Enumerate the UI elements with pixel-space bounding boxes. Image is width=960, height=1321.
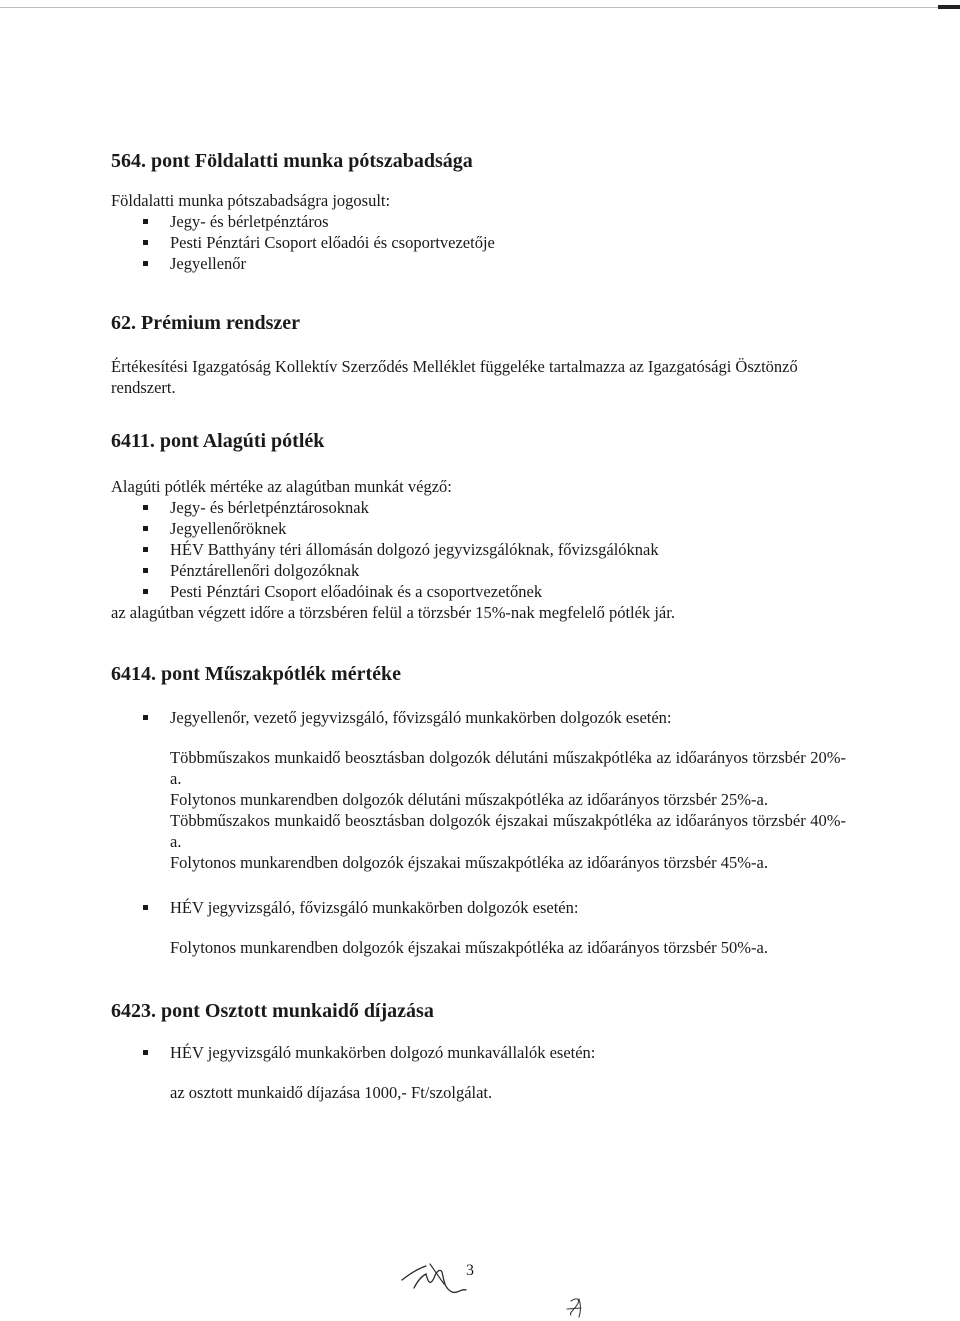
section-intro-564: Földalatti munka pótszabadságra jogosult:	[111, 191, 391, 210]
section-title-6411: 6411. pont Alagúti pótlék	[111, 430, 325, 452]
list-6411	[111, 497, 846, 602]
rate-line: Többműszakos munkaidő beosztásban dolgozók délutáni műszakpótléka az időarányos törzsbér 20%-a.	[170, 748, 846, 788]
list-item: HÉV Batthyány téri állomásán dolgozó jegyvizsgálóknak, fővizsgálóknak	[111, 539, 846, 560]
list-item: Jegy- és bérletpénztárosoknak	[111, 497, 846, 518]
handwritten-initial	[565, 1293, 595, 1318]
list-564	[111, 211, 846, 274]
rate-line: Folytonos munkarendben dolgozók éjszakai műszakpótléka az időarányos törzsbér 45%-a.	[170, 853, 768, 872]
rate-line: az osztott munkaidő díjazása 1000,- Ft/szolgálat.	[170, 1083, 493, 1102]
rate-line: Többműszakos munkaidő beosztásban dolgozók éjszakai műszakpótléka az időarányos törzsbér 40%-a.	[170, 811, 846, 851]
list-item: Pesti Pénztári Csoport előadói és csoportvezetője	[111, 232, 846, 253]
rate-line: Folytonos munkarendben dolgozók délutáni műszakpótléka az időarányos törzsbér 25%-a.	[170, 790, 768, 809]
list-item: Jegy- és bérletpénztáros	[111, 211, 846, 232]
section-title-6423: 6423. pont Osztott munkaidő díjazása	[111, 1000, 434, 1022]
list-item: Jegyellenőröknek	[111, 518, 846, 539]
list-item: Jegyellenőr	[111, 253, 846, 274]
section-title-6414: 6414. pont Műszakpótlék mértéke	[111, 663, 401, 685]
scan-edge-line	[0, 7, 960, 8]
document-body	[111, 148, 846, 1103]
page-number: 3	[466, 1262, 474, 1279]
group-head-hev: HÉV jegyvizsgáló, fővizsgáló munkakörben dolgozók esetén:	[111, 897, 846, 918]
section-title-564: 564. pont Földalatti munka pótszabadsága	[111, 150, 473, 172]
section-outro-6411: az alagútban végzett időre a törzsbéren felül a törzsbér 15%-nak megfelelő pótlék jár.	[111, 603, 675, 622]
list-item: Pesti Pénztári Csoport előadóinak és a csoportvezetőnek	[111, 581, 846, 602]
group-head-jegyellenor: Jegyellenőr, vezető jegyvizsgáló, fővizsgáló munkakörben dolgozók esetén:	[111, 707, 846, 728]
section-title-62: 62. Prémium rendszer	[111, 312, 301, 334]
section-intro-6411: Alagúti pótlék mértéke az alagútban munkát végző:	[111, 477, 452, 496]
rate-line: Folytonos munkarendben dolgozók éjszakai műszakpótléka az időarányos törzsbér 50%-a.	[170, 938, 768, 957]
section-text-62: Értékesítési Igazgatóság Kollektív Szerződés Melléklet függeléke tartalmazza az Igazgatósági Ösztönző rendszert.	[111, 357, 798, 397]
group-head-hev-osztott: HÉV jegyvizsgáló munkakörben dolgozó munkavállalók esetén:	[111, 1042, 846, 1063]
scan-corner-mark	[938, 5, 960, 9]
list-item: Pénztárellenőri dolgozóknak	[111, 560, 846, 581]
